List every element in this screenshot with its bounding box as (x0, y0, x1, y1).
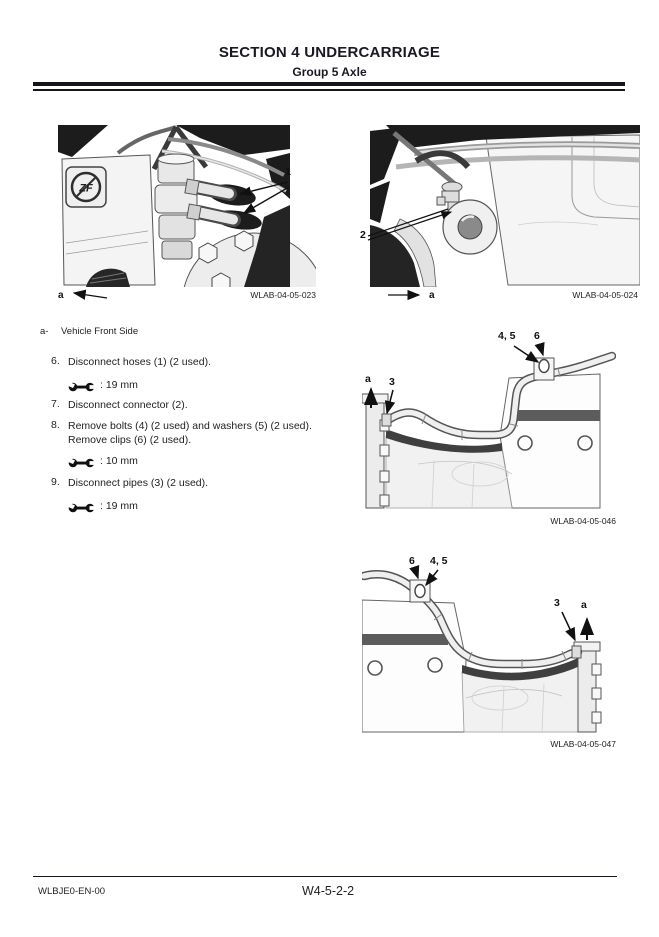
direction-label-a: a (429, 289, 435, 301)
axle-connector-illustration (358, 125, 640, 287)
zf-logo-text: ZF (79, 182, 93, 195)
callout-connector-2: 2 (360, 229, 366, 241)
callout-clip-6: 6 (534, 330, 540, 342)
figure-023-caption-row (58, 289, 316, 301)
figure-axle-connector (358, 125, 640, 287)
step-8-text-line2: Remove clips (6) (2 used). (68, 434, 192, 446)
step-8-text: Remove bolts (4) (2 used) and washers (5) (2 used). (68, 420, 312, 432)
footer-rule (33, 876, 617, 877)
direction-arrow-right-icon (386, 289, 426, 301)
direction-label-a: a (365, 373, 371, 385)
direction-arrow-left-icon (67, 289, 111, 301)
figure-pipe-routing-right-view (362, 556, 616, 734)
step-8-tool-size: : 10 mm (100, 455, 138, 467)
figure-caption: WLAB-04-05-046 (550, 516, 616, 526)
figure-caption: WLAB-04-05-047 (550, 739, 616, 749)
footer-page-number: W4-5-2-2 (302, 884, 355, 898)
wrench-icon (68, 457, 95, 469)
footer-doc-code: WLBJE0-EN-00 (38, 886, 106, 897)
step-9-tool-size: : 19 mm (100, 500, 138, 512)
step-6-number: 6. (51, 355, 60, 367)
wrench-icon (68, 502, 95, 514)
callout-pipe-3: 3 (554, 597, 560, 609)
callout-bolt-washer-45: 4, 5 (498, 330, 516, 342)
direction-label-a: a (581, 599, 587, 611)
step-7-number: 7. (51, 398, 60, 410)
step-6-tool-size: : 19 mm (100, 379, 138, 391)
figure-pipe-routing-left-view (362, 332, 616, 510)
figure-axle-hoses (58, 125, 316, 287)
step-8-number: 8. (51, 419, 60, 431)
header-rule (33, 82, 625, 91)
step-9-number: 9. (51, 476, 60, 488)
callout-clip-6: 6 (409, 555, 415, 567)
page-title: SECTION 4 UNDERCARRIAGE (218, 44, 441, 61)
pipe-routing-illustration-mirrored (362, 556, 616, 734)
callout-bolt-washer-45: 4, 5 (430, 555, 448, 567)
figure-024-caption-row (358, 289, 638, 301)
pipe-routing-illustration (362, 332, 616, 510)
figure-caption: WLAB-04-05-023 (250, 290, 316, 300)
step-9-text: Disconnect pipes (3) (2 used). (68, 477, 209, 489)
wrench-icon (68, 381, 95, 393)
step-7-text: Disconnect connector (2). (68, 399, 188, 411)
callout-pipe-3: 3 (389, 376, 395, 388)
step-6-text: Disconnect hoses (1) (2 used). (68, 356, 211, 368)
page-subtitle: Group 5 Axle (292, 65, 367, 79)
axle-hoses-illustration (58, 125, 316, 287)
direction-label-a: a (58, 289, 64, 301)
figure-caption: WLAB-04-05-024 (572, 290, 638, 300)
callout-hoses-1: 1 (285, 166, 291, 178)
note-vehicle-front-side: Vehicle Front Side (61, 326, 139, 337)
note-prefix: a- (40, 326, 49, 337)
